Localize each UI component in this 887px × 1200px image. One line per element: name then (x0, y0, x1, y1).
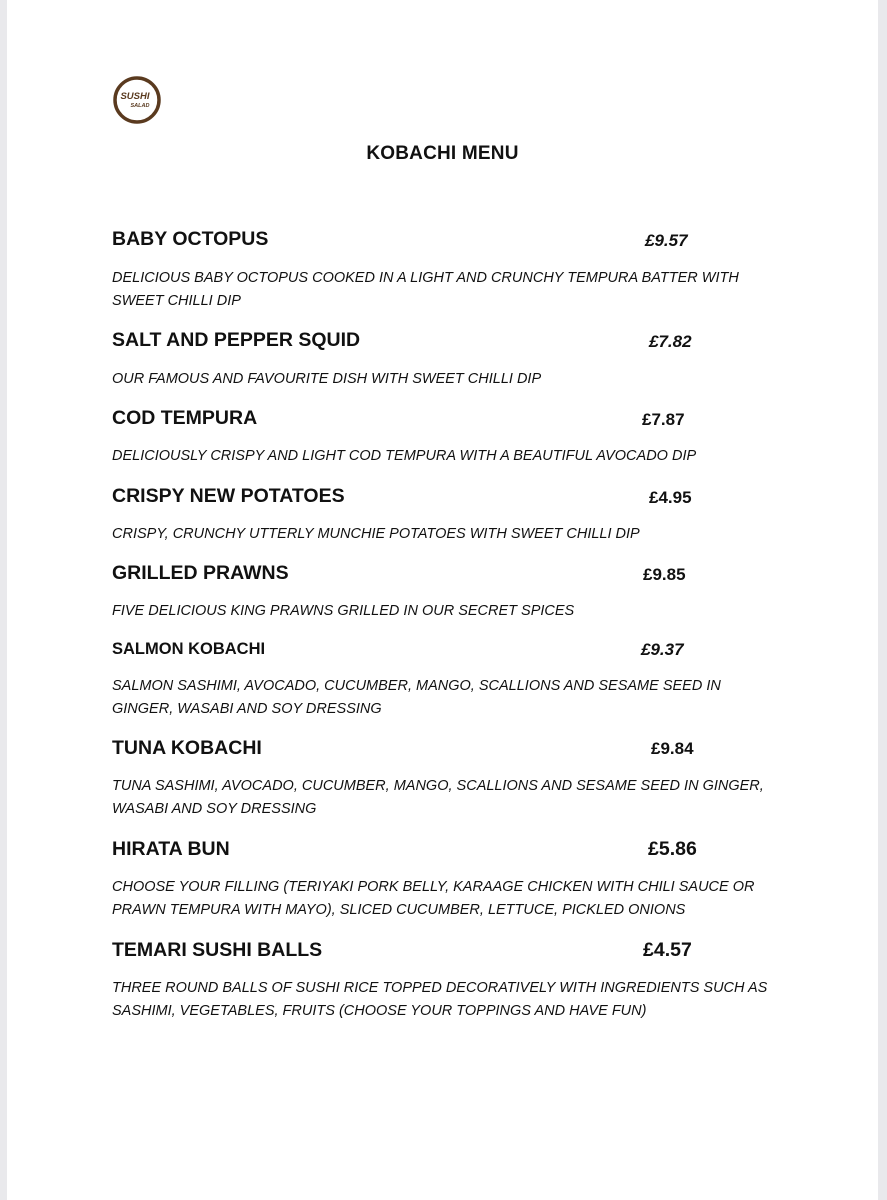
logo-text-sushi: SUSHI (120, 91, 150, 102)
item-price: £7.82 (649, 332, 692, 351)
sushi-salad-logo (113, 76, 161, 124)
item-price: £7.87 (642, 410, 685, 429)
item-description: DELICIOUSLY CRISPY AND LIGHT COD TEMPURA WITH A BEAUTIFUL AVOCADO DIP (112, 448, 697, 464)
item-description: THREE ROUND BALLS OF SUSHI RICE TOPPED DECORATIVELY WITH INGREDIENTS SUCH AS SASHIMI, VEGETABLES, FRUITS (CHOOSE YOUR TOPPINGS AND HAVE FUN) (112, 980, 768, 1019)
item-price: £9.85 (643, 565, 686, 584)
item-description: DELICIOUS BABY OCTOPUS COOKED IN A LIGHT AND CRUNCHY TEMPURA BATTER WITH SWEET CHILLI DIP (112, 270, 739, 309)
item-name: HIRATA BUN (112, 838, 230, 860)
item-description: CRISPY, CRUNCHY UTTERLY MUNCHIE POTATOES WITH SWEET CHILLI DIP (112, 526, 640, 542)
item-description: OUR FAMOUS AND FAVOURITE DISH WITH SWEET CHILLI DIP (112, 371, 542, 387)
item-name: BABY OCTOPUS (112, 228, 269, 250)
item-price: £5.86 (648, 838, 697, 860)
item-name: COD TEMPURA (112, 407, 258, 429)
item-description: FIVE DELICIOUS KING PRAWNS GRILLED IN OUR SECRET SPICES (112, 603, 575, 619)
item-description: CHOOSE YOUR FILLING (TERIYAKI PORK BELLY, KARAAGE CHICKEN WITH CHILI SAUCE OR PRAWN TEMPURA WITH MAYO), SLICED CUCUMBER, LETTUCE, PICKLED ONIONS (112, 879, 755, 918)
item-price: £9.37 (641, 640, 684, 659)
item-description: SALMON SASHIMI, AVOCADO, CUCUMBER, MANGO, SCALLIONS AND SESAME SEED IN GINGER, WASABI AND SOY DRESSING (112, 678, 721, 717)
item-price: £9.57 (645, 231, 688, 250)
logo-text-salad: SALAD (130, 103, 150, 109)
item-name: CRISPY NEW POTATOES (112, 485, 345, 507)
item-price: £4.57 (643, 939, 692, 961)
item-name: SALMON KOBACHI (112, 640, 266, 658)
item-name: GRILLED PRAWNS (112, 562, 289, 584)
menu-title: KOBACHI MENU (366, 143, 519, 164)
menu-page (7, 0, 878, 1200)
item-name: TUNA KOBACHI (112, 737, 262, 759)
item-price: £9.84 (651, 739, 694, 758)
item-name: TEMARI SUSHI BALLS (112, 939, 323, 961)
item-price: £4.95 (649, 488, 692, 507)
item-description: TUNA SASHIMI, AVOCADO, CUCUMBER, MANGO, SCALLIONS AND SESAME SEED IN GINGER, WASABI AND SOY DRESSING (112, 778, 764, 817)
item-name: SALT AND PEPPER SQUID (112, 329, 361, 351)
